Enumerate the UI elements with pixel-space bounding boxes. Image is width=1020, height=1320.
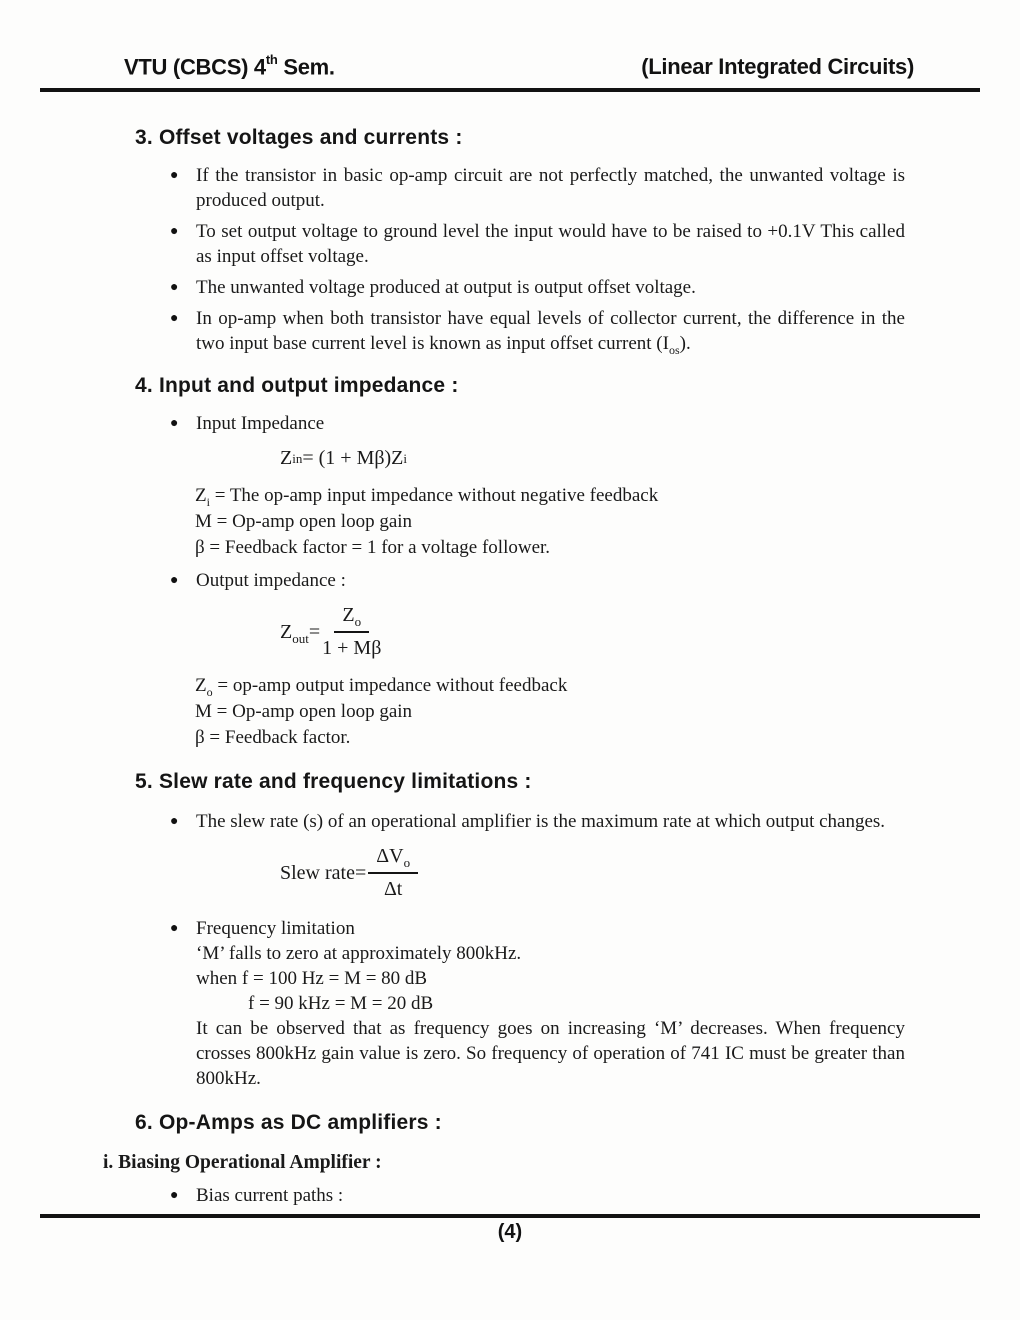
list-item xyxy=(170,411,905,436)
definition-beta: β = Feedback factor = 1 for a voltage follower. xyxy=(195,537,551,558)
list-item xyxy=(170,306,905,356)
fraction xyxy=(368,844,418,902)
frequency-limitation-line: Frequency limitation xyxy=(196,918,355,939)
section-4-bullet-2: Output impedance : xyxy=(196,570,346,591)
offset-current-subscript: os xyxy=(668,342,680,357)
zo-subscript: o xyxy=(354,614,362,629)
bullet-icon: ● xyxy=(170,168,179,183)
section-3-bullet-2: To set output voltage to ground level the input would have to be raised to +0.1V This called as input offset voltage. xyxy=(196,221,905,267)
bullet-icon: ● xyxy=(170,224,179,239)
section-5-bullet-2 xyxy=(196,916,905,1091)
definition-zi: $Z_i$ = The op-amp input impedance without negative feedback xyxy=(195,485,659,509)
definition-m-2: M = Op-amp open loop gain xyxy=(195,701,413,722)
definition-zo: $Z_o = op-amp$ output impedance without feedback xyxy=(195,675,568,699)
definition-m: M = Op-amp open loop gain xyxy=(195,511,413,532)
header-course-title-text: VTU (CBCS) 4 xyxy=(124,54,266,80)
list-item xyxy=(170,219,905,269)
formula-input-impedance: Z in = (1 + Mβ)Z i xyxy=(280,447,408,469)
definition-beta-2: β = Feedback factor. xyxy=(195,727,351,748)
bullet-icon: ● xyxy=(170,921,179,936)
fraction-denominator: Δt xyxy=(383,878,403,900)
section-3-bullet-1: If the transistor in basic op-amp circuit are not perfectly matched, the unwanted voltage is produced output. xyxy=(196,165,905,211)
formula-slew-rate xyxy=(280,844,905,902)
m-falls-line: ‘M’ falls to zero at approximately 800kHz. xyxy=(196,943,522,964)
section-6-heading: 6. Op-Amps as DC amplifiers : xyxy=(135,1111,442,1134)
section-3-bullet-4: In op-amp when both transistor have equal levels of collector current, the difference in the two input base current level is known as input offset current $(I_{os})$. xyxy=(196,308,905,357)
fraction-denominator: 1 + Mβ xyxy=(322,637,382,659)
list-item xyxy=(170,275,905,300)
header-ordinal-superscript: th xyxy=(265,52,278,67)
section-4-bullet-list xyxy=(170,411,905,436)
section-4-heading: 4. Input and output impedance : xyxy=(135,374,459,397)
list-item xyxy=(170,916,905,1091)
vo-subscript: o xyxy=(403,855,411,870)
page-header xyxy=(40,54,980,92)
bullet-icon: ● xyxy=(170,311,179,326)
list-item xyxy=(170,1183,905,1208)
fraction-numerator: $\Delta V_o$ xyxy=(368,844,418,874)
header-subject-title: (Linear Integrated Circuits) xyxy=(641,54,914,80)
page-content xyxy=(103,112,905,1214)
section-5-heading: 5. Slew rate and frequency limitations : xyxy=(135,770,532,793)
input-impedance-definitions xyxy=(195,483,905,560)
section-5-bullet-list-2 xyxy=(170,916,905,1091)
section-3-bullet-3: The unwanted voltage produced at output is output offset voltage. xyxy=(196,277,696,298)
section-4-bullet-list-2 xyxy=(170,568,905,593)
slew-rate-label: Slew rate= xyxy=(280,861,367,884)
section-6-bullet-1: Bias current paths : xyxy=(196,1185,344,1206)
zout-subscript: out xyxy=(292,630,309,646)
page-number: (4) xyxy=(497,1221,523,1243)
list-item xyxy=(170,163,905,213)
section-5-bullet-1: The slew rate (s) of an operational amplifier is the maximum rate at which output changes. xyxy=(196,811,886,832)
output-impedance-definitions xyxy=(195,673,905,750)
section-3-bullet-list xyxy=(170,163,905,356)
list-item xyxy=(170,568,905,593)
biasing-subheading: i. Biasing Operational Amplifier : xyxy=(103,1152,382,1173)
footer-rule xyxy=(40,1214,980,1218)
list-item xyxy=(170,809,905,834)
bullet-icon: ● xyxy=(170,814,179,829)
header-course-title-suffix: Sem. xyxy=(277,54,335,80)
bullet-icon: ● xyxy=(170,1188,179,1203)
bullet-icon: ● xyxy=(170,573,179,588)
fraction xyxy=(322,603,381,661)
section-3-heading: 3. Offset voltages and currents : xyxy=(135,126,463,149)
section-6-bullet-list xyxy=(170,1183,905,1208)
freq-90khz-line: f = 90 kHz = M = 20 dB xyxy=(248,993,434,1014)
header-course-title xyxy=(124,54,335,80)
fraction-numerator: $Z_o$ xyxy=(334,603,369,633)
observation-paragraph: It can be observed that as frequency goes on increasing ‘M’ decreases. When frequency crosses 800kHz gain value is zero. So frequency of operation of 741 IC must be greater than 800kHz. xyxy=(196,1018,905,1089)
section-4-bullet-1: Input Impedance xyxy=(196,413,325,434)
freq-100hz-line: when f = 100 Hz = M = 80 dB xyxy=(196,968,428,989)
bullet-icon: ● xyxy=(170,280,179,295)
bullet-icon: ● xyxy=(170,416,179,431)
section-5-bullet-list xyxy=(170,809,905,834)
formula-output-impedance: $Z_{out}$ = $\frac{Z_o}{1 + M\beta}$ xyxy=(280,604,382,659)
